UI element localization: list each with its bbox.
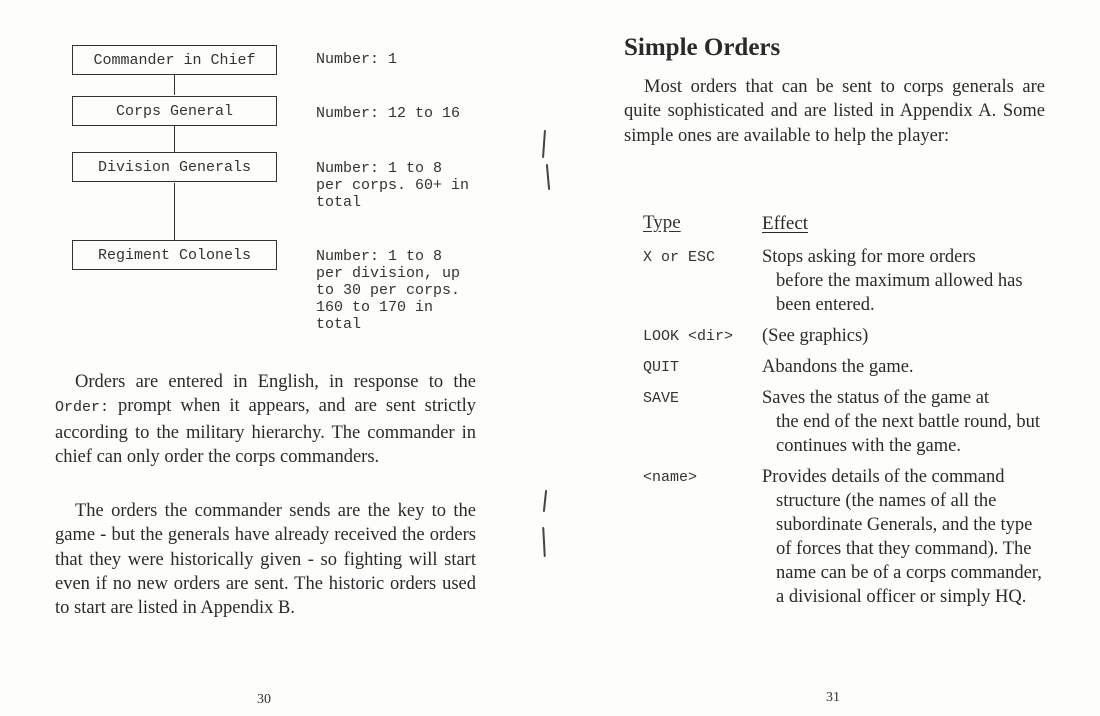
paragraph-text: prompt when it appears, and are sent strictly according to the military hierarchy. The commander in chief can only order the corps commanders. bbox=[55, 396, 476, 467]
command-type: <name> bbox=[643, 469, 698, 486]
right-page bbox=[560, 0, 1100, 716]
paragraph-intro bbox=[624, 75, 1045, 148]
command-effect bbox=[762, 386, 1047, 458]
command-effect bbox=[762, 245, 1047, 317]
binding-stitch bbox=[546, 164, 550, 190]
command-effect bbox=[762, 465, 1047, 609]
command-effect: Abandons the game. bbox=[762, 357, 914, 377]
binding-stitch bbox=[543, 490, 547, 512]
effect-text: Saves the status of the game at bbox=[762, 388, 990, 408]
table-row bbox=[643, 324, 1063, 348]
effect-text: the end of the next battle round, but continues with the game. bbox=[776, 412, 1041, 456]
header-effect: Effect bbox=[762, 213, 809, 234]
count-regiment-colonels: Number: 1 to 8 per division, up to 30 per corps. 160 to 170 in total bbox=[316, 248, 461, 333]
paragraph-orders-entry bbox=[55, 370, 476, 469]
table-row bbox=[643, 465, 1063, 609]
paragraph-text: Most orders that can be sent to corps generals are quite sophisticated and are listed in Appendix A. Some simple ones are available to help the player: bbox=[624, 77, 1045, 146]
table-row bbox=[643, 355, 1063, 379]
command-type: X or ESC bbox=[643, 249, 716, 266]
effect-text: Provides details of the command bbox=[762, 467, 1005, 487]
table-row bbox=[643, 386, 1063, 458]
command-effect: (See graphics) bbox=[762, 326, 869, 346]
page-number-left: 30 bbox=[257, 692, 271, 707]
hierarchy-box-regiment-colonels: Regiment Colonels bbox=[72, 240, 277, 270]
paragraph-text: Orders are entered in English, in response to the bbox=[75, 372, 476, 392]
binding-stitch bbox=[542, 527, 546, 557]
page-number-right: 31 bbox=[826, 690, 840, 705]
command-type: QUIT bbox=[643, 359, 680, 376]
hierarchy-connector bbox=[174, 126, 175, 152]
header-type: Type bbox=[643, 212, 681, 233]
left-page bbox=[0, 0, 540, 716]
section-heading: Simple Orders bbox=[624, 34, 781, 61]
hierarchy-box-corps-general: Corps General bbox=[72, 96, 277, 126]
command-type: SAVE bbox=[643, 390, 680, 407]
effect-text: structure (the names of all the subordinate Generals, and the type of forces that they command). The name can be of a corps commander, a divisional officer or simply HQ. bbox=[776, 491, 1042, 607]
hierarchy-box-division-generals: Division Generals bbox=[72, 152, 277, 182]
binding-stitch bbox=[542, 130, 546, 158]
count-division-generals: Number: 1 to 8 per corps. 60+ in total bbox=[316, 160, 470, 211]
hierarchy-box-commander: Commander in Chief bbox=[72, 45, 277, 75]
paragraph-orders-key bbox=[55, 499, 476, 620]
hierarchy-connector bbox=[174, 183, 175, 240]
command-type: LOOK <dir> bbox=[643, 328, 734, 345]
hierarchy-connector bbox=[174, 75, 175, 95]
count-commander: Number: 1 bbox=[316, 51, 398, 68]
paragraph-text: The orders the commander sends are the key to the game - but the generals have already received the orders that they were historically given - so fighting will start even if no new orders are sent. The historic orders used to start are listed in Appendix B. bbox=[55, 501, 476, 619]
table-header-row bbox=[643, 212, 1063, 236]
orders-table bbox=[643, 212, 1063, 616]
count-corps-general: Number: 12 to 16 bbox=[316, 105, 461, 122]
effect-text: before the maximum allowed has been entered. bbox=[776, 271, 1023, 315]
effect-text: Stops asking for more orders bbox=[762, 247, 976, 267]
table-row bbox=[643, 245, 1063, 317]
inline-code-order: Order: bbox=[55, 399, 110, 417]
